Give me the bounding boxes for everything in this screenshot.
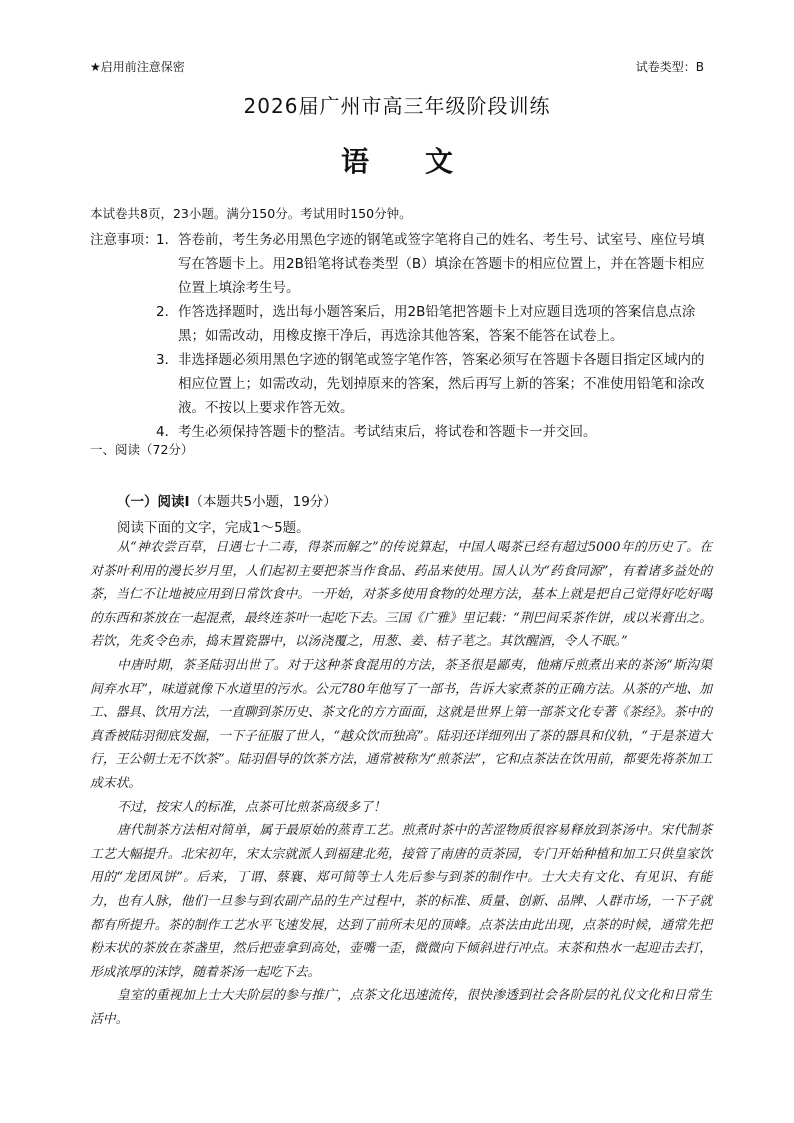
- note-item: [156, 348, 716, 420]
- note-number: 4．: [156, 424, 179, 440]
- reading-passage: [90, 536, 712, 1031]
- note-text: 答卷前，考生务必用黑色字迹的钢笔或签字笔将自己的姓名、考生号、试室号、座位号填写在答题卡上。用2B铅笔将试卷类型（B）填涂在答题卡的相应位置上，并在答题卡相应位置上填涂考生号。: [178, 232, 705, 296]
- section-heading: 一、阅读（72分）: [90, 442, 194, 457]
- note-item: [156, 420, 716, 444]
- passage-paragraph: 唐代制茶方法相对简单，属于最原始的蒸青工艺。煎煮时茶中的苦涩物质很容易释放到茶汤中。宋代制茶工艺大幅提升。北宋初年，宋太宗就派人到福建北苑，接管了南唐的贡茶园，专门开始种植和加工只供皇家饮用的“龙团凤饼”。后来，丁谓、蔡襄、郑可简等士人先后参与到茶的制作中。士大夫有文化、有见识、有能力，也有人脉，他们一旦参与到农副产品的生产过程中，茶的标准、质量、创新、品牌、人群市场，一下子就都有所提升。茶的制作工艺水平飞速发展，达到了前所未见的顶峰。点茶法由此出现，点茶的时候，通常先把粉末状的茶放在茶盏里，然后把壶拿到高处，壶嘴一歪，微微向下倾斜进行冲点。末茶和热水一起迎击去打，形成浓厚的沫饽，随着茶汤一起吃下去。: [90, 823, 712, 980]
- note-text: 作答选择题时，选出每小题答案后，用2B铅笔把答题卡上对应题目选项的答案信息点涂黑；如需改动，用橡皮擦干净后，再选涂其他答案，答案不能答在试卷上。: [178, 304, 696, 344]
- passage-paragraph: 从“神农尝百草，日遇七十二毒，得茶而解之”的传说算起，中国人喝茶已经有超过5000年的历史了。在对茶叶利用的漫长岁月里，人们起初主要把茶当作食品、药品来使用。国人认为“药食同源”，有着诸多益处的茶，当仁不让地被应用到日常饮食中。一开始，对茶多使用食物的处理方法，基本上就是把自己觉得好吃好喝的东西和茶放在一起混煮，最终连茶叶一起吃下去。三国《广雅》里记载：“荆巴间采茶作饼，成以米膏出之。若饮，先炙令色赤，捣末置瓷器中，以汤浇覆之，用葱、姜、桔子芼之。其饮醒酒，令人不眠。”: [90, 540, 712, 650]
- passage-paragraph: 皇室的重视加上士大夫阶层的参与推广，点茶文化迅速流传，很快渗透到社会各阶层的礼仪文化和日常生活中。: [90, 988, 712, 1027]
- passage-paragraph: 中唐时期，茶圣陆羽出世了。对于这种茶食混用的方法，茶圣很是鄙夷，他痛斥煎煮出来的茶汤“斯沟渠间弃水耳”，味道就像下水道里的污水。公元780年他写了一部书，告诉大家煮茶的正确方法。从茶的产地、加工、器具、饮用方法，一直聊到茶历史、茶文化的方方面面，这就是世界上第一部茶文化专著《茶经》。茶中的真香被陆羽彻底发掘，一下子征服了世人，“越众饮而独高”。陆羽还详细列出了茶的器具和仪轨，“于是茶道大行，王公朝士无不饮茶”。陆羽倡导的饮茶方法，通常被称为“煎茶法”，它和点茶法在饮用前，都要先将茶加工成末状。: [90, 657, 712, 791]
- exam-title: 2026届广州市高三年级阶段训练: [243, 94, 551, 118]
- note-number: 3．: [156, 352, 179, 368]
- reading-instruction: 阅读下面的文字，完成1～5题。: [117, 520, 310, 536]
- paper-type: 试卷类型：B: [635, 60, 704, 74]
- subsection-title: （一）阅读Ⅰ: [117, 494, 190, 510]
- note-text: 非选择题必须用黑色字迹的钢笔或签字笔作答，答案必须写在答题卡各题目指定区域内的相应位置上；如需改动，先划掉原来的答案，然后再写上新的答案；不准使用铅笔和涂改液。不按以上要求作答无效。: [178, 352, 705, 416]
- subject-title: 语文: [340, 145, 509, 178]
- confidential-notice: ★启用前注意保密: [90, 60, 185, 74]
- note-item: [156, 300, 716, 348]
- note-text: 考生必须保持答题卡的整洁。考试结束后，将试卷和答题卡一并交回。: [178, 424, 597, 440]
- note-number: 1．: [156, 232, 179, 248]
- notes-heading: 注意事项：: [90, 232, 158, 248]
- subsection-heading: [117, 490, 337, 510]
- note-number: 2．: [156, 304, 179, 320]
- exam-info: 本试卷共8页，23小题。满分150分。考试用时150分钟。: [90, 206, 412, 221]
- subsection-info: （本题共5小题，19分）: [189, 494, 337, 510]
- note-item: [156, 228, 716, 300]
- passage-paragraph: 不过，按宋人的标准，点茶可比煎茶高级多了！: [117, 799, 386, 815]
